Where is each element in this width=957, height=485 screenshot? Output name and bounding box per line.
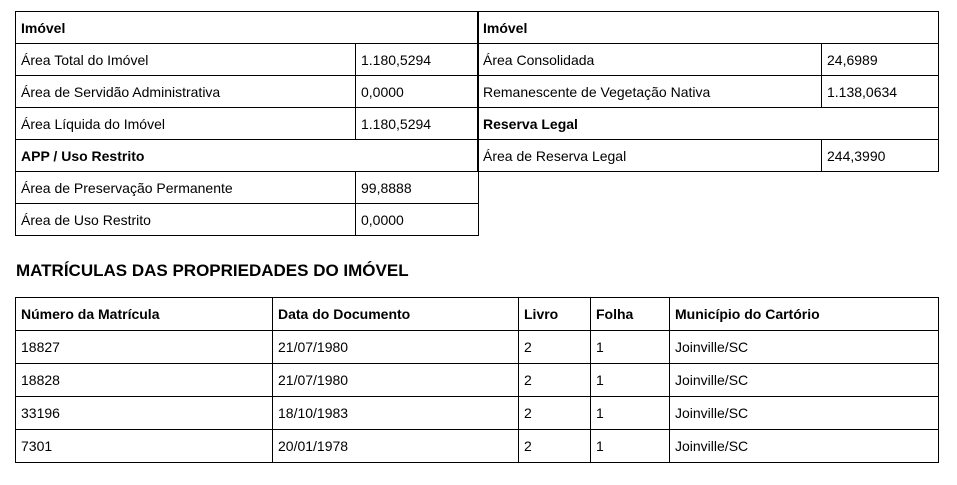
row-value: 0,0000	[356, 76, 479, 108]
row-value: 99,8888	[356, 172, 479, 204]
imovel-right-header: Imóvel	[478, 12, 939, 44]
table-row	[16, 331, 939, 364]
reserva-legal-header: Reserva Legal	[478, 108, 939, 140]
app-uso-restrito-header: APP / Uso Restrito	[16, 140, 479, 172]
row-value: 244,3990	[822, 140, 939, 172]
table-row	[478, 140, 939, 172]
table-row	[16, 397, 939, 430]
municipio-cell: Joinville/SC	[670, 397, 939, 430]
row-label: Área de Servidão Administrativa	[16, 76, 356, 108]
matricula-cell: 18828	[16, 364, 273, 397]
livro-cell: 2	[519, 364, 591, 397]
row-label: Área de Reserva Legal	[478, 140, 822, 172]
table-row	[478, 44, 939, 76]
table-row	[16, 108, 479, 140]
data-cell: 21/07/1980	[273, 364, 519, 397]
table-header-row	[16, 298, 939, 331]
matriculas-table	[15, 297, 939, 463]
data-cell: 18/10/1983	[273, 397, 519, 430]
table-row	[16, 364, 939, 397]
folha-cell: 1	[591, 397, 670, 430]
row-label: Remanescente de Vegetação Nativa	[478, 76, 822, 108]
row-label: Área de Preservação Permanente	[16, 172, 356, 204]
folha-cell: 1	[591, 430, 670, 463]
matricula-cell: 18827	[16, 331, 273, 364]
column-header: Folha	[591, 298, 670, 331]
folha-cell: 1	[591, 364, 670, 397]
table-row	[16, 44, 479, 76]
row-label: Área de Uso Restrito	[16, 204, 356, 236]
row-label: Área Consolidada	[478, 44, 822, 76]
imovel-left-table	[15, 11, 479, 236]
matricula-cell: 7301	[16, 430, 273, 463]
imovel-right-table	[477, 11, 939, 172]
table-row	[16, 430, 939, 463]
table-row	[16, 172, 479, 204]
municipio-cell: Joinville/SC	[670, 364, 939, 397]
table-row	[478, 76, 939, 108]
matricula-cell: 33196	[16, 397, 273, 430]
column-header: Data do Documento	[273, 298, 519, 331]
column-header: Livro	[519, 298, 591, 331]
table-row	[16, 76, 479, 108]
livro-cell: 2	[519, 331, 591, 364]
data-cell: 20/01/1978	[273, 430, 519, 463]
imovel-left-header: Imóvel	[16, 12, 479, 44]
matriculas-title: MATRÍCULAS DAS PROPRIEDADES DO IMÓVEL	[16, 261, 409, 280]
row-value: 1.180,5294	[356, 44, 479, 76]
municipio-cell: Joinville/SC	[670, 331, 939, 364]
row-value: 0,0000	[356, 204, 479, 236]
data-cell: 21/07/1980	[273, 331, 519, 364]
column-header: Número da Matrícula	[16, 298, 273, 331]
row-label: Área Líquida do Imóvel	[16, 108, 356, 140]
table-row	[16, 204, 479, 236]
row-value: 24,6989	[822, 44, 939, 76]
row-value: 1.138,0634	[822, 76, 939, 108]
column-header: Município do Cartório	[670, 298, 939, 331]
row-label: Área Total do Imóvel	[16, 44, 356, 76]
livro-cell: 2	[519, 430, 591, 463]
folha-cell: 1	[591, 331, 670, 364]
row-value: 1.180,5294	[356, 108, 479, 140]
municipio-cell: Joinville/SC	[670, 430, 939, 463]
livro-cell: 2	[519, 397, 591, 430]
